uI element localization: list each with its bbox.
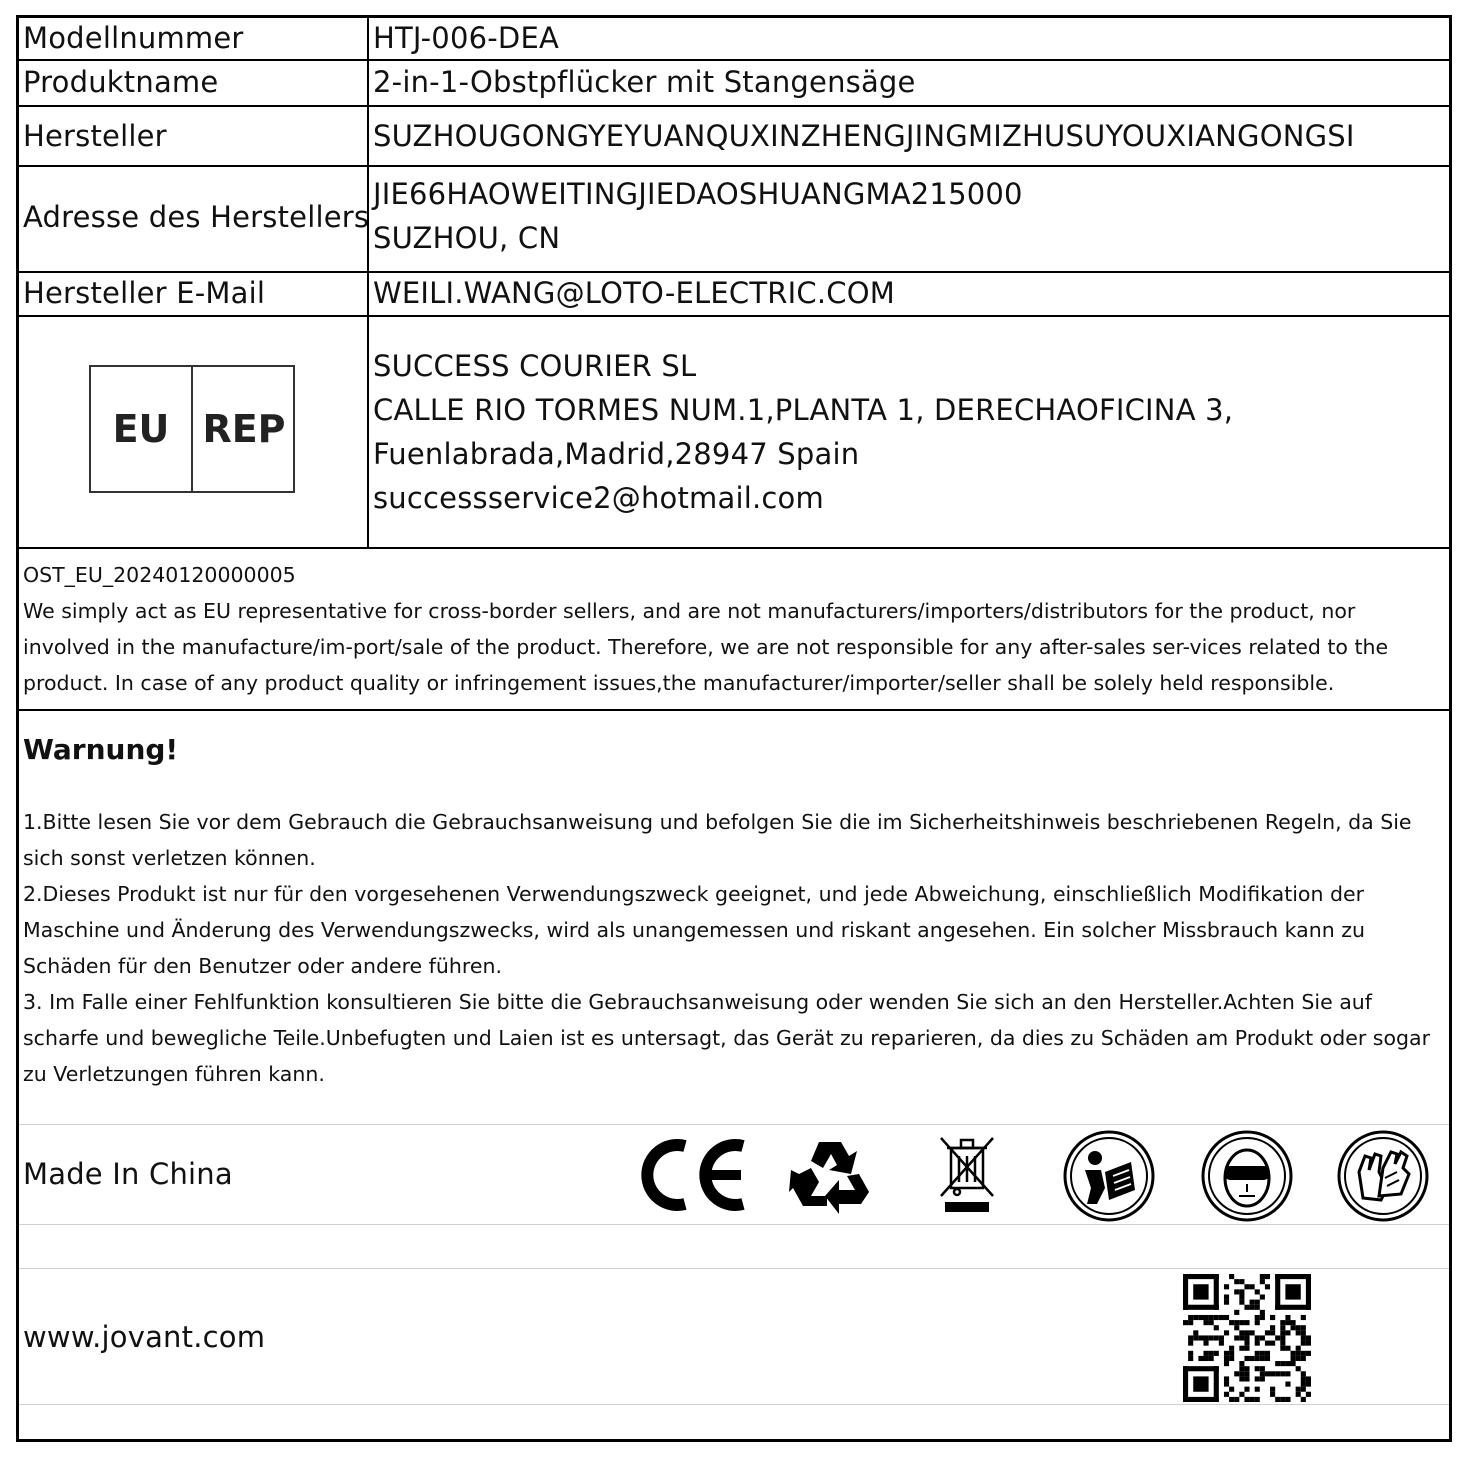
warning-title: Warnung! — [23, 733, 179, 766]
eu-rep-line: SUCCESS COURIER SL — [373, 349, 697, 383]
row-eu-rep — [19, 317, 1449, 549]
row-manufacturer — [19, 107, 1449, 167]
warning-line: 3. Im Falle einer Fehlfunktion konsultieren Sie bitte die Gebrauchsanweisung oder wenden Sie sich an den Hersteller.Achten Sie auf — [23, 990, 1372, 1014]
email-value: WEILI.WANG@LOTO-ELECTRIC.COM — [373, 276, 895, 310]
eu-rep-line: CALLE RIO TORMES NUM.1,PLANTA 1, DERECHAOFICINA 3, — [373, 393, 1234, 427]
model-value: HTJ-006-DEA — [373, 21, 560, 55]
disclaimer-code: OST_EU_20240120000005 — [23, 563, 296, 587]
eu-rep-badge-eu: EU — [91, 367, 193, 491]
eu-rep-line: successservice2@hotmail.com — [373, 481, 824, 515]
warning-line: scharfe und bewegliche Teile.Unbefugten und Laien ist es untersagt, das Gerät zu reparieren, da dies zu Schäden am Produkt oder sogar — [23, 1026, 1431, 1050]
email-label: Hersteller E-Mail — [23, 276, 266, 310]
row-disclaimer — [19, 549, 1449, 711]
eu-rep-line: Fuenlabrada,Madrid,28947 Spain — [373, 437, 860, 471]
address-label: Adresse des Herstellers — [23, 200, 370, 234]
made-in-china: Made In China — [23, 1157, 233, 1191]
warning-line: sich sonst verletzen können. — [23, 846, 316, 870]
disclaimer-line: We simply act as EU representative for cross-border sellers, and are not manufacturers/importers/distributors for the product, nor — [23, 599, 1356, 623]
model-label: Modellnummer — [23, 21, 244, 55]
eye-protection-icon — [1199, 1128, 1295, 1224]
qr-code-icon — [1183, 1274, 1311, 1402]
eu-rep-badge — [89, 365, 295, 493]
warning-line: 2.Dieses Produkt ist nur für den vorgesehenen Verwendungszweck geeignet, und jede Abweichung, einschließlich Modifikation der — [23, 882, 1365, 906]
disclaimer-line: product. In case of any product quality or infringement issues,the manufacturer/importer/seller shall be solely held responsible. — [23, 671, 1335, 695]
warning-line: 1.Bitte lesen Sie vor dem Gebrauch die Gebrauchsanweisung und befolgen Sie die im Sicherheitshinweis beschriebenen Regeln, da Sie — [23, 810, 1412, 834]
address-line-1: JIE66HAOWEITINGJIEDAOSHUANGMA215000 — [373, 177, 1023, 211]
gloves-icon — [1335, 1128, 1431, 1224]
row-model — [19, 18, 1449, 61]
ce-mark-icon — [639, 1136, 749, 1214]
row-email — [19, 273, 1449, 317]
warning-section — [23, 733, 1430, 1092]
manufacturer-label: Hersteller — [23, 119, 167, 153]
label-sheet — [16, 15, 1452, 1442]
footer-grid — [19, 1124, 1449, 1442]
product-value: 2-in-1-Obstpflücker mit Stangensäge — [373, 65, 916, 99]
warning-line: zu Verletzungen führen kann. — [23, 1062, 325, 1086]
disclaimer-line: involved in the manufacture/im-port/sale of the product. Therefore, we are not responsible for any after-sales ser-vices related to the — [23, 635, 1389, 659]
warning-line: Maschine und Änderung des Verwendungszwecks, wird als unangemessen und riskant angesehen. Ein solcher Missbrauch kann zu — [23, 918, 1365, 942]
website: www.jovant.com — [23, 1320, 266, 1354]
row-address — [19, 167, 1449, 273]
read-manual-icon — [1061, 1128, 1157, 1224]
product-label: Produktname — [23, 65, 219, 99]
address-line-2: SUZHOU, CN — [373, 221, 561, 255]
recycle-icon — [789, 1134, 871, 1216]
row-product — [19, 61, 1449, 107]
eu-rep-address — [373, 344, 1233, 520]
eu-rep-badge-rep: REP — [202, 407, 286, 451]
manufacturer-value: SUZHOUGONGYEYUANQUXINZHENGJINGMIZHUSUYOUXIANGONGSI — [373, 119, 1355, 153]
weee-crossed-bin-icon — [937, 1134, 997, 1216]
warning-line: Schäden für den Benutzer oder andere führen. — [23, 954, 502, 978]
